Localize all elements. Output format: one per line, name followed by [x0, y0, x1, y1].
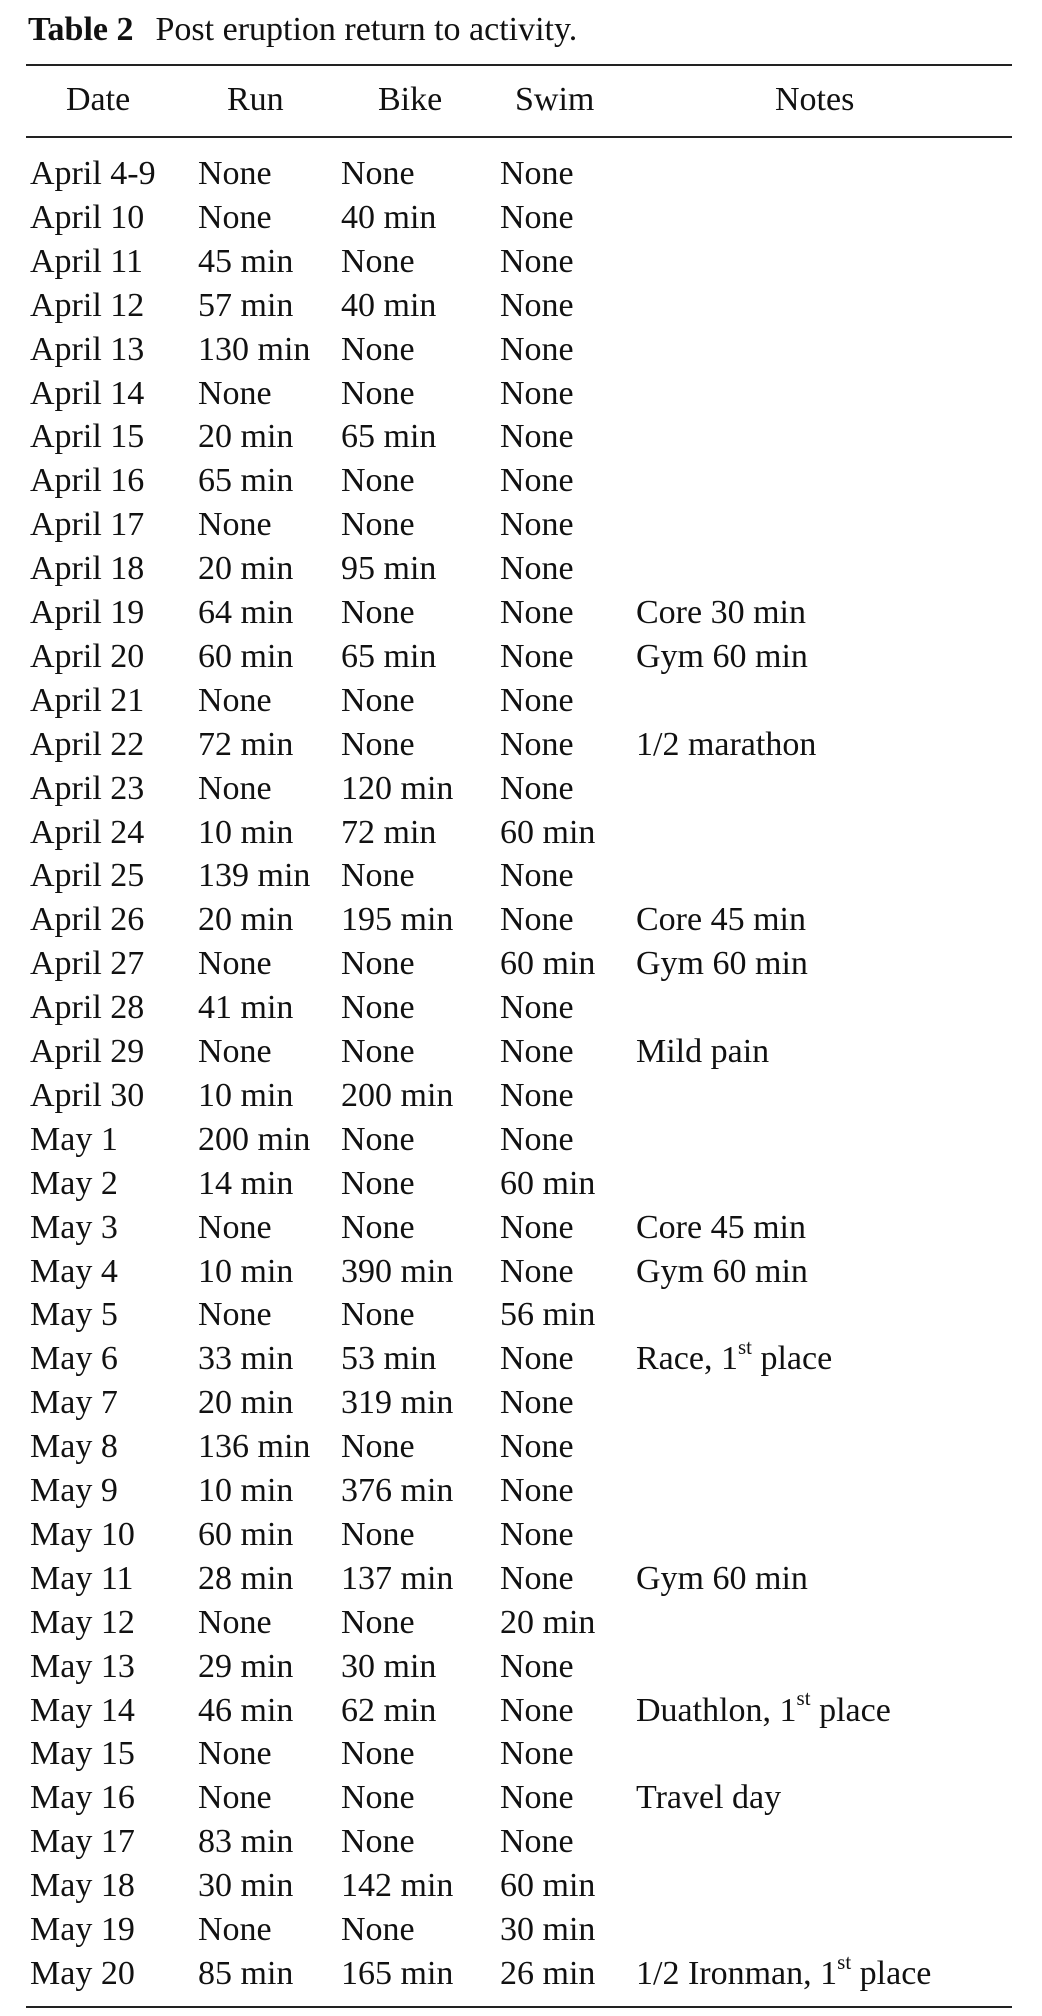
table-row [0, 1162, 1042, 1206]
swim-cell: 60 min [500, 945, 596, 983]
ordinal-suffix: st [796, 1686, 811, 1711]
bike-cell: None [341, 1164, 415, 1202]
table-row [0, 986, 1042, 1030]
bike-cell: 142 min [341, 1867, 454, 1905]
run-cell: 20 min [198, 418, 294, 456]
table-row [0, 1513, 1042, 1557]
run-cell: 65 min [198, 462, 294, 500]
table-row [0, 1949, 1042, 1996]
date-cell: May 3 [30, 1208, 118, 1246]
bike-cell: 165 min [341, 1954, 454, 1992]
run-cell: 20 min [198, 1384, 294, 1422]
bike-cell: 95 min [341, 550, 437, 588]
table-row [0, 1645, 1042, 1689]
date-cell: April 18 [30, 550, 145, 588]
notes-cell [636, 591, 806, 635]
swim-cell: None [500, 374, 574, 412]
swim-cell: None [500, 901, 574, 939]
table-row [0, 1250, 1042, 1294]
bike-cell: 195 min [341, 901, 454, 939]
table-row [0, 1030, 1042, 1074]
table-row [0, 1074, 1042, 1118]
table-row [0, 459, 1042, 503]
date-cell: April 10 [30, 198, 145, 236]
swim-cell: None [500, 1120, 574, 1158]
bike-cell: None [341, 1779, 415, 1817]
swim-cell: None [500, 1691, 574, 1729]
bike-cell: None [341, 725, 415, 763]
swim-cell: 60 min [500, 813, 596, 851]
date-cell: April 14 [30, 374, 145, 412]
bike-cell: 376 min [341, 1472, 454, 1509]
run-cell: None [198, 1779, 272, 1817]
column-header-bike: Bike [378, 81, 443, 118]
notes-text: Gym 60 min [636, 637, 808, 675]
notes-text: Travel day [636, 1779, 782, 1817]
run-cell: 139 min [198, 857, 311, 895]
run-cell: 83 min [198, 1823, 294, 1861]
bike-cell: None [341, 1033, 415, 1070]
bike-cell: 65 min [341, 418, 437, 456]
run-cell: None [198, 155, 272, 192]
date-cell: May 20 [30, 1954, 135, 1992]
run-cell: 33 min [198, 1340, 294, 1378]
notes-cell [636, 942, 808, 986]
swim-cell: None [500, 1384, 574, 1422]
date-cell: April 4-9 [30, 155, 156, 192]
notes-cell [636, 1949, 932, 1996]
ordinal-suffix: st [737, 1334, 752, 1359]
table-row [0, 372, 1042, 416]
column-header-notes: Notes [775, 81, 855, 118]
notes-cell [636, 1776, 781, 1820]
table-row [0, 547, 1042, 591]
bike-cell: None [341, 945, 415, 983]
bike-cell: 390 min [341, 1252, 454, 1290]
swim-cell: None [500, 462, 574, 500]
table-row [0, 1206, 1042, 1250]
date-cell: April 28 [30, 989, 145, 1027]
date-cell: May 10 [30, 1515, 135, 1553]
swim-cell: None [500, 1208, 574, 1246]
date-cell: April 25 [30, 857, 145, 895]
run-cell: 20 min [198, 550, 294, 588]
table-row [0, 1820, 1042, 1864]
notes-cell [636, 1334, 833, 1381]
notes-text: Mild pain [636, 1033, 770, 1070]
run-cell: 20 min [198, 901, 294, 939]
table-row [0, 1864, 1042, 1908]
table-row [0, 723, 1042, 767]
date-cell: May 11 [30, 1559, 134, 1597]
table-row [0, 1732, 1042, 1776]
bike-cell: 65 min [341, 637, 437, 675]
run-cell: 30 min [198, 1867, 294, 1905]
swim-cell: None [500, 330, 574, 368]
date-cell: April 20 [30, 637, 145, 675]
date-cell: May 13 [30, 1647, 135, 1685]
bike-cell: None [341, 857, 415, 895]
date-cell: April 16 [30, 462, 145, 500]
bike-cell: None [341, 594, 415, 631]
date-cell: May 2 [30, 1164, 118, 1202]
table-row [0, 1118, 1042, 1162]
run-cell: 57 min [198, 286, 294, 324]
bike-cell: 200 min [341, 1076, 454, 1114]
date-cell: April 26 [30, 901, 145, 939]
bike-cell: 120 min [341, 769, 454, 807]
run-cell: 41 min [198, 989, 294, 1027]
run-cell: 10 min [198, 1252, 294, 1290]
table-row [0, 1908, 1042, 1952]
notes-tail: place [751, 1340, 833, 1378]
bike-cell: 319 min [341, 1384, 454, 1422]
run-cell: 46 min [198, 1691, 294, 1729]
run-cell: 60 min [198, 1515, 294, 1553]
notes-cell [636, 898, 806, 942]
swim-cell: None [500, 418, 574, 456]
run-cell: None [198, 1603, 272, 1641]
run-cell: 136 min [198, 1428, 311, 1466]
run-cell: None [198, 198, 272, 236]
table-row [0, 196, 1042, 240]
run-cell: None [198, 769, 272, 807]
date-cell: April 29 [30, 1033, 145, 1070]
swim-cell: None [500, 1428, 574, 1466]
run-cell: 64 min [198, 594, 294, 631]
bike-cell: 72 min [341, 813, 437, 851]
notes-cell [636, 1686, 891, 1733]
swim-cell: None [500, 857, 574, 895]
bike-cell: None [341, 1208, 415, 1246]
date-cell: May 5 [30, 1296, 118, 1334]
bike-cell: 53 min [341, 1340, 437, 1378]
swim-cell: 60 min [500, 1164, 596, 1202]
date-cell: April 22 [30, 725, 145, 763]
date-cell: May 17 [30, 1823, 135, 1861]
swim-cell: 60 min [500, 1867, 596, 1905]
swim-cell: None [500, 1252, 574, 1290]
table-row [0, 1293, 1042, 1337]
date-cell: May 15 [30, 1735, 135, 1773]
column-header-run: Run [227, 81, 284, 118]
date-cell: April 15 [30, 418, 145, 456]
swim-cell: 30 min [500, 1911, 596, 1948]
notes-tail: place [851, 1954, 932, 1992]
bike-cell: None [341, 1296, 415, 1334]
date-cell: April 27 [30, 945, 145, 983]
notes-cell [636, 723, 816, 767]
swim-cell: None [500, 1340, 574, 1378]
bike-cell: None [341, 989, 415, 1027]
notes-cell [636, 1250, 808, 1294]
run-cell: None [198, 374, 272, 412]
run-cell: 10 min [198, 1472, 294, 1509]
notes-cell [636, 1206, 806, 1250]
date-cell: May 6 [30, 1340, 118, 1378]
swim-cell: 26 min [500, 1954, 596, 1992]
bike-cell: 137 min [341, 1559, 454, 1597]
run-cell: 130 min [198, 330, 311, 368]
bike-cell: 62 min [341, 1691, 437, 1729]
bike-cell: None [341, 1120, 415, 1158]
swim-cell: None [500, 1779, 574, 1817]
notes-text: Race, 1 [636, 1340, 738, 1378]
table-row [0, 811, 1042, 855]
date-cell: May 19 [30, 1911, 135, 1948]
top-rule [26, 64, 1012, 66]
swim-cell: None [500, 198, 574, 236]
notes-text: Core 30 min [636, 594, 806, 631]
table-row [0, 942, 1042, 986]
run-cell: None [198, 945, 272, 983]
run-cell: 10 min [198, 813, 294, 851]
swim-cell: None [500, 506, 574, 544]
table-caption [28, 8, 577, 52]
bike-cell: None [341, 681, 415, 719]
bike-cell: None [341, 1515, 415, 1553]
notes-text: Gym 60 min [636, 945, 808, 983]
run-cell: None [198, 506, 272, 544]
table-row [0, 152, 1042, 196]
date-cell: April 30 [30, 1076, 145, 1114]
date-cell: May 7 [30, 1384, 118, 1422]
table-row [0, 240, 1042, 284]
bike-cell: None [341, 462, 415, 500]
notes-text: Gym 60 min [636, 1559, 808, 1597]
date-cell: April 12 [30, 286, 145, 324]
bike-cell: None [341, 1735, 415, 1773]
run-cell: None [198, 681, 272, 719]
notes-text: Core 45 min [636, 1208, 806, 1246]
bike-cell: None [341, 374, 415, 412]
date-cell: May 12 [30, 1603, 135, 1641]
swim-cell: None [500, 1823, 574, 1861]
date-cell: May 9 [30, 1472, 118, 1509]
notes-text: 1/2 marathon [636, 725, 817, 763]
notes-cell [636, 1557, 808, 1601]
run-cell: 200 min [198, 1120, 311, 1158]
table-title: Post eruption return to activity. [155, 11, 578, 48]
run-cell: None [198, 1208, 272, 1246]
table-row [0, 328, 1042, 372]
table-row [0, 898, 1042, 942]
column-header-swim: Swim [515, 81, 595, 118]
table-row [0, 1334, 1042, 1381]
bike-cell: 40 min [341, 286, 437, 324]
date-cell: April 17 [30, 506, 145, 544]
bike-cell: 30 min [341, 1647, 437, 1685]
bike-cell: 40 min [341, 198, 437, 236]
swim-cell: None [500, 1647, 574, 1685]
table-row [0, 591, 1042, 635]
column-header-date: Date [66, 81, 131, 118]
table-row [0, 635, 1042, 679]
bike-cell: None [341, 330, 415, 368]
date-cell: April 13 [30, 330, 145, 368]
swim-cell: 20 min [500, 1603, 596, 1641]
run-cell: 14 min [198, 1164, 294, 1202]
swim-cell: None [500, 681, 574, 719]
swim-cell: None [500, 637, 574, 675]
swim-cell: None [500, 1472, 574, 1509]
run-cell: 28 min [198, 1559, 294, 1597]
swim-cell: None [500, 725, 574, 763]
date-cell: April 21 [30, 681, 145, 719]
date-cell: April 23 [30, 769, 145, 807]
run-cell: 29 min [198, 1647, 294, 1685]
ordinal-suffix: st [837, 1949, 852, 1974]
date-cell: April 11 [30, 242, 144, 280]
notes-cell [636, 635, 808, 679]
swim-cell: None [500, 242, 574, 280]
table-row [0, 767, 1042, 811]
header-rule [26, 136, 1012, 138]
date-cell: May 4 [30, 1252, 118, 1290]
swim-cell: None [500, 769, 574, 807]
swim-cell: None [500, 286, 574, 324]
table-label: Table 2 [28, 11, 134, 48]
bike-cell: None [341, 1823, 415, 1861]
table-row [0, 679, 1042, 723]
swim-cell: None [500, 1735, 574, 1773]
swim-cell: None [500, 155, 574, 192]
date-cell: May 16 [30, 1779, 135, 1817]
table-row [0, 503, 1042, 547]
date-cell: May 14 [30, 1691, 135, 1729]
swim-cell: None [500, 550, 574, 588]
bike-cell: None [341, 1603, 415, 1641]
bike-cell: None [341, 506, 415, 544]
table-row [0, 1557, 1042, 1601]
run-cell: 45 min [198, 242, 294, 280]
date-cell: May 8 [30, 1428, 118, 1466]
table-row [0, 1686, 1042, 1733]
table-row [0, 1381, 1042, 1425]
table-row [0, 854, 1042, 898]
run-cell: 85 min [198, 1954, 294, 1992]
notes-text: Gym 60 min [636, 1252, 808, 1290]
swim-cell: None [500, 1033, 574, 1070]
table-row [0, 284, 1042, 328]
swim-cell: 56 min [500, 1296, 596, 1334]
table-row [0, 415, 1042, 459]
swim-cell: None [500, 1559, 574, 1597]
table-row [0, 1776, 1042, 1820]
notes-text: Duathlon, 1 [636, 1691, 797, 1729]
date-cell: April 19 [30, 594, 145, 631]
notes-cell [636, 1030, 769, 1074]
table-row [0, 1469, 1042, 1513]
run-cell: None [198, 1735, 272, 1773]
bike-cell: None [341, 242, 415, 280]
notes-text: 1/2 Ironman, 1 [636, 1954, 838, 1992]
notes-tail: place [810, 1691, 891, 1729]
run-cell: 72 min [198, 725, 294, 763]
bike-cell: None [341, 1428, 415, 1466]
run-cell: 60 min [198, 637, 294, 675]
bike-cell: None [341, 1911, 415, 1948]
table-row [0, 1425, 1042, 1469]
run-cell: 10 min [198, 1076, 294, 1114]
bottom-rule [26, 2006, 1012, 2008]
notes-text: Core 45 min [636, 901, 806, 939]
date-cell: May 1 [30, 1120, 118, 1158]
swim-cell: None [500, 594, 574, 631]
bike-cell: None [341, 155, 415, 192]
date-cell: May 18 [30, 1867, 135, 1905]
swim-cell: None [500, 1515, 574, 1553]
run-cell: None [198, 1911, 272, 1948]
swim-cell: None [500, 989, 574, 1027]
run-cell: None [198, 1296, 272, 1334]
table-row [0, 1601, 1042, 1645]
swim-cell: None [500, 1076, 574, 1114]
run-cell: None [198, 1033, 272, 1070]
date-cell: April 24 [30, 813, 145, 851]
